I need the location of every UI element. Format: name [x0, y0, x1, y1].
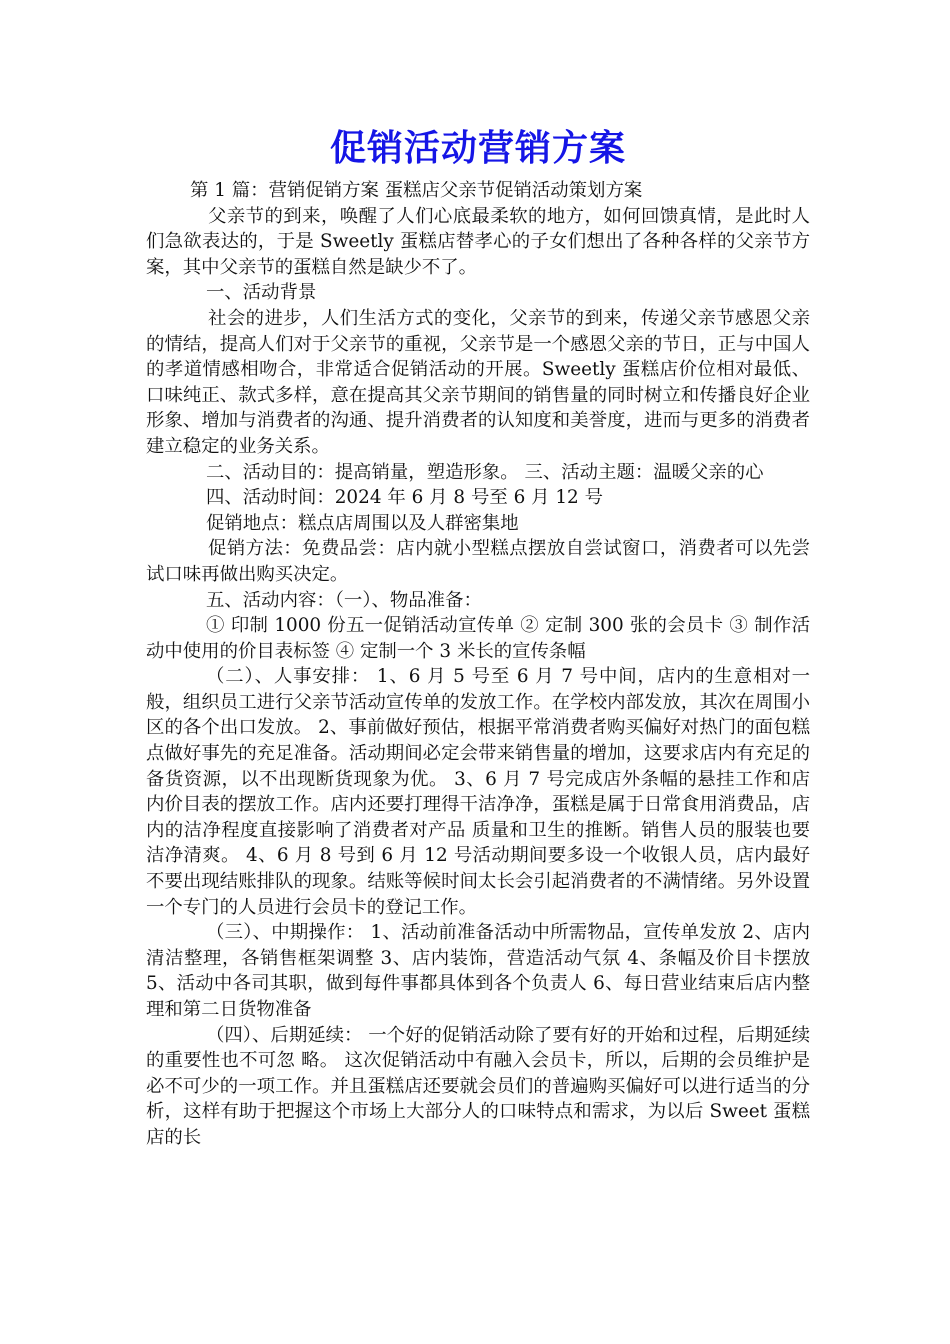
- body-paragraph: （四）、后期延续： 一个好的促销活动除了要有好的开始和过程，后期延续的重要性也不可忽 略。 这次促销活动中有融入会员卡，所以，后期的会员维护是必不可少的一项工作。并且蛋糕店还要就会员们的普遍购买偏好可以进行适当的分析，这样有助于把握这个市场上大部分人的口味特点和需求，为以后 Sweet 蛋糕店的长: [146, 1024, 810, 1148]
- body-paragraph: 社会的进步，人们生活方式的变化，父亲节的到来，传递父亲节感恩父亲的情结，提高人们对于父亲节的重视，父亲节是一个感恩父亲的节日，正与中国人的孝道情感相吻合，非常适合促销活动的开展。Sweetly 蛋糕店价位相对最低、口味纯正、款式多样，意在提高其父亲节期间的销售量的同时树立和传播良好企业形象、增加与消费者的沟通、提升消费者的认知度和美誉度，进而与更多的消费者建立稳定的业务关系。: [146, 307, 810, 457]
- body-paragraph: （三）、中期操作： 1、活动前准备活动中所需物品，宣传单发放 2、店内清洁整理，各销售框架调整 3、店内装饰，营造活动气氛 4、条幅及价目卡摆放 5、活动中各司其职，做到每件事都具体到各个负责人 6、每日营业结束后店内整理和第二日货物准备: [146, 922, 810, 1020]
- body-paragraph: 促销方法：免费品尝：店内就小型糕点摆放自尝试窗口，消费者可以先尝试口味再做出购买决定。: [146, 538, 810, 585]
- body-paragraph: 父亲节的到来，唤醒了人们心底最柔软的地方，如何回馈真情，是此时人们急欲表达的，于是 Sweetly 蛋糕店替孝心的子女们想出了各种各样的父亲节方案，其中父亲节的蛋糕自然是缺少不了。: [146, 205, 810, 278]
- body-paragraph: 促销地点：糕点店周围以及人群密集地: [206, 512, 519, 534]
- body-paragraph: 二、活动目的：提高销量，塑造形象。 三、活动主题：温暖父亲的心: [206, 461, 764, 483]
- body-paragraph: 五、活动内容：（一）、物品准备：: [206, 589, 482, 611]
- body-paragraph: 四、活动时间：2024 年 6 月 8 号至 6 月 12 号: [206, 487, 603, 509]
- body-paragraph: （二）、人事安排： 1、6 月 5 号至 6 月 7 号中间，店内的生意相对一般，组织员工进行父亲节活动宣传单的发放工作。在学校内部发放，其次在周围小区的各个出口发放。 2、事前做好预估，根据平常消费者购买偏好对热门的面包糕点做好事先的充足准备。活动期间必定会带来销售量的增加，这要求店内有充足的备货资源，以不出现断货现象为优。 3、6 月 7 号完成店外条幅的悬挂工作和店内价目表的摆放工作。店内还要打理得干洁净净，蛋糕是属于日常食用消费品，店内的洁净程度直接影响了消费者对产品 质量和卫生的推断。销售人员的服装也要洁净清爽。 4、6 月 8 号到 6 月 12 号活动期间要多设一个收银人员，店内最好不要出现结账排队的现象。结账等候时间太长会引起消费者的不满情绪。另外设置一个专门的人员进行会员卡的登记工作。: [146, 666, 810, 918]
- body-paragraph: ① 印制 1000 份五一促销活动宣传单 ② 定制 300 张的会员卡 ③ 制作活动中使用的价目表标签 ④ 定制一个 3 米长的宣传条幅: [146, 615, 810, 662]
- document-page: [146, 120, 810, 1151]
- section-heading: 一、活动背景: [206, 282, 317, 304]
- section-heading: 第 1 篇：营销促销方案 蛋糕店父亲节促销活动策划方案: [190, 180, 643, 201]
- document-title: 促销活动营销方案: [329, 128, 626, 169]
